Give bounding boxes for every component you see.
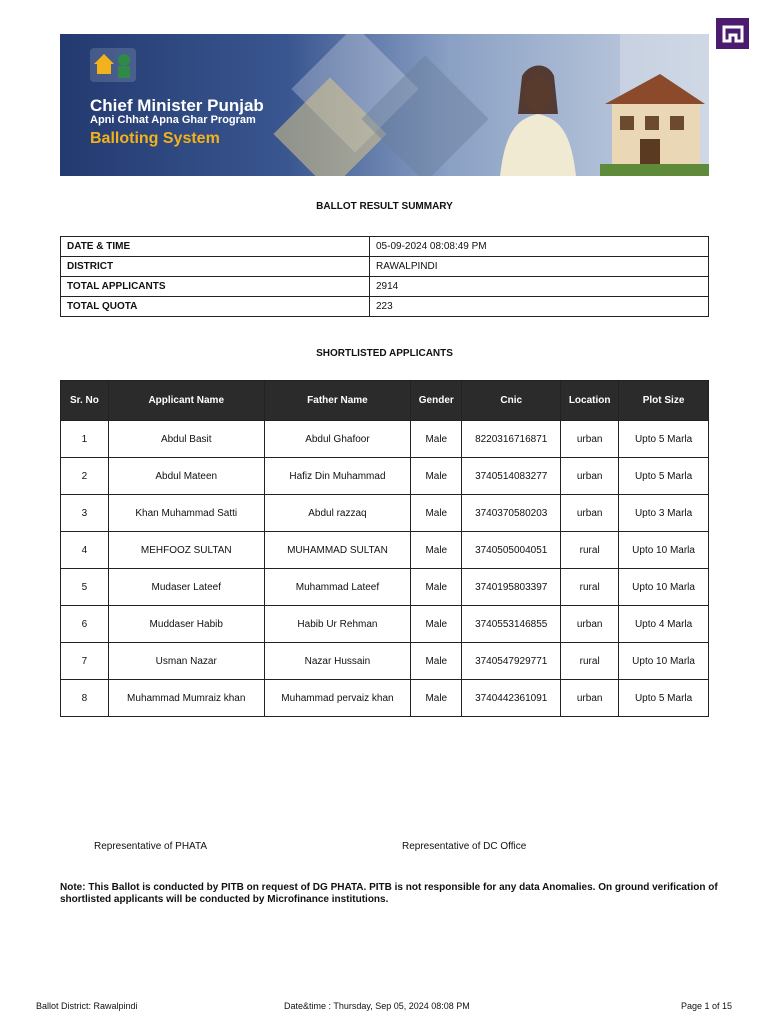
table-cell: 3740195803397	[462, 569, 561, 606]
table-cell: Muhammad Lateef	[264, 569, 411, 606]
summary-value: 2914	[370, 277, 709, 297]
shortlisted-title: SHORTLISTED APPLICANTS	[316, 348, 453, 359]
summary-value: RAWALPINDI	[370, 257, 709, 277]
table-cell: Abdul Ghafoor	[264, 421, 411, 458]
table-cell: MUHAMMAD SULTAN	[264, 532, 411, 569]
table-cell: Male	[411, 643, 462, 680]
table-cell: Male	[411, 458, 462, 495]
table-cell: 1	[61, 421, 109, 458]
table-cell: Hafiz Din Muhammad	[264, 458, 411, 495]
summary-key: TOTAL QUOTA	[61, 297, 370, 317]
column-header: Gender	[411, 381, 462, 421]
table-row	[61, 606, 709, 643]
table-cell: Upto 4 Marla	[619, 606, 709, 643]
column-header: Location	[561, 381, 619, 421]
table-cell: Male	[411, 606, 462, 643]
table-cell: Muhammad pervaiz khan	[264, 680, 411, 717]
table-cell: Abdul Mateen	[108, 458, 264, 495]
table-cell: Khan Muhammad Satti	[108, 495, 264, 532]
table-cell: Male	[411, 569, 462, 606]
column-header: Sr. No	[61, 381, 109, 421]
summary-row	[61, 257, 709, 277]
column-header: Father Name	[264, 381, 411, 421]
table-row	[61, 680, 709, 717]
banner-subtitle: Apni Chhat Apna Ghar Program	[90, 114, 256, 126]
table-cell: Male	[411, 532, 462, 569]
table-cell: 3740505004051	[462, 532, 561, 569]
table-cell: rural	[561, 643, 619, 680]
table-cell: 2	[61, 458, 109, 495]
table-cell: Mudaser Lateef	[108, 569, 264, 606]
table-cell: MEHFOOZ SULTAN	[108, 532, 264, 569]
summary-value: 05-09-2024 08:08:49 PM	[370, 237, 709, 257]
table-cell: 4	[61, 532, 109, 569]
column-header: Cnic	[462, 381, 561, 421]
table-cell: Upto 5 Marla	[619, 421, 709, 458]
column-header: Plot Size	[619, 381, 709, 421]
table-cell: Male	[411, 680, 462, 717]
summary-key: DISTRICT	[61, 257, 370, 277]
table-cell: 3740514083277	[462, 458, 561, 495]
summary-key: TOTAL APPLICANTS	[61, 277, 370, 297]
summary-table	[60, 236, 709, 317]
table-cell: Upto 10 Marla	[619, 532, 709, 569]
table-cell: Abdul razzaq	[264, 495, 411, 532]
table-cell: 7	[61, 643, 109, 680]
table-cell: Muddaser Habib	[108, 606, 264, 643]
table-cell: 3	[61, 495, 109, 532]
table-cell: urban	[561, 680, 619, 717]
table-cell: urban	[561, 421, 619, 458]
table-cell: 6	[61, 606, 109, 643]
table-cell: Habib Ur Rehman	[264, 606, 411, 643]
table-row	[61, 421, 709, 458]
footer-page-number: Page 1 of 15	[680, 1001, 732, 1011]
table-cell: Nazar Hussain	[264, 643, 411, 680]
banner-title: Chief Minister Punjab	[90, 96, 264, 115]
table-header-row	[61, 381, 709, 421]
summary-title: BALLOT RESULT SUMMARY	[316, 201, 453, 212]
table-cell: Upto 3 Marla	[619, 495, 709, 532]
footer-datetime: Date&time : Thursday, Sep 05, 2024 08:08 PM	[284, 1001, 470, 1011]
table-cell: Upto 5 Marla	[619, 458, 709, 495]
summary-row	[61, 277, 709, 297]
table-row	[61, 569, 709, 606]
table-cell: Muhammad Mumraiz khan	[108, 680, 264, 717]
table-row	[61, 495, 709, 532]
table-cell: Upto 5 Marla	[619, 680, 709, 717]
table-cell: 3740547929771	[462, 643, 561, 680]
disclaimer-note: Note: This Ballot is conducted by PITB on request of DG PHATA. PITB is not responsible for any data Anomalies. On ground verification of shortlisted applicants will be conducted by Microfinance institutions.	[60, 882, 718, 905]
pitb-logo	[716, 18, 749, 49]
banner-system-name: Balloting System	[90, 130, 220, 147]
column-header: Applicant Name	[108, 381, 264, 421]
phata-signature-label: Representative of PHATA	[94, 841, 208, 852]
table-cell: 5	[61, 569, 109, 606]
table-cell: 3740442361091	[462, 680, 561, 717]
summary-key: DATE & TIME	[61, 237, 370, 257]
dc-office-signature-label: Representative of DC Office	[402, 841, 527, 852]
summary-row	[61, 237, 709, 257]
table-cell: 8220316716871	[462, 421, 561, 458]
table-row	[61, 643, 709, 680]
table-cell: 3740370580203	[462, 495, 561, 532]
table-cell: urban	[561, 495, 619, 532]
table-cell: Usman Nazar	[108, 643, 264, 680]
applicants-table	[60, 380, 709, 717]
summary-row	[61, 297, 709, 317]
table-cell: Male	[411, 421, 462, 458]
table-cell: urban	[561, 606, 619, 643]
table-cell: rural	[561, 569, 619, 606]
summary-value: 223	[370, 297, 709, 317]
table-cell: Upto 10 Marla	[619, 569, 709, 606]
table-row	[61, 532, 709, 569]
table-cell: Upto 10 Marla	[619, 643, 709, 680]
table-cell: rural	[561, 532, 619, 569]
program-banner	[60, 34, 709, 176]
table-cell: Abdul Basit	[108, 421, 264, 458]
table-cell: 8	[61, 680, 109, 717]
table-cell: 3740553146855	[462, 606, 561, 643]
footer-district: Ballot District: Rawalpindi	[36, 1001, 138, 1011]
table-cell: Male	[411, 495, 462, 532]
table-row	[61, 458, 709, 495]
table-cell: urban	[561, 458, 619, 495]
